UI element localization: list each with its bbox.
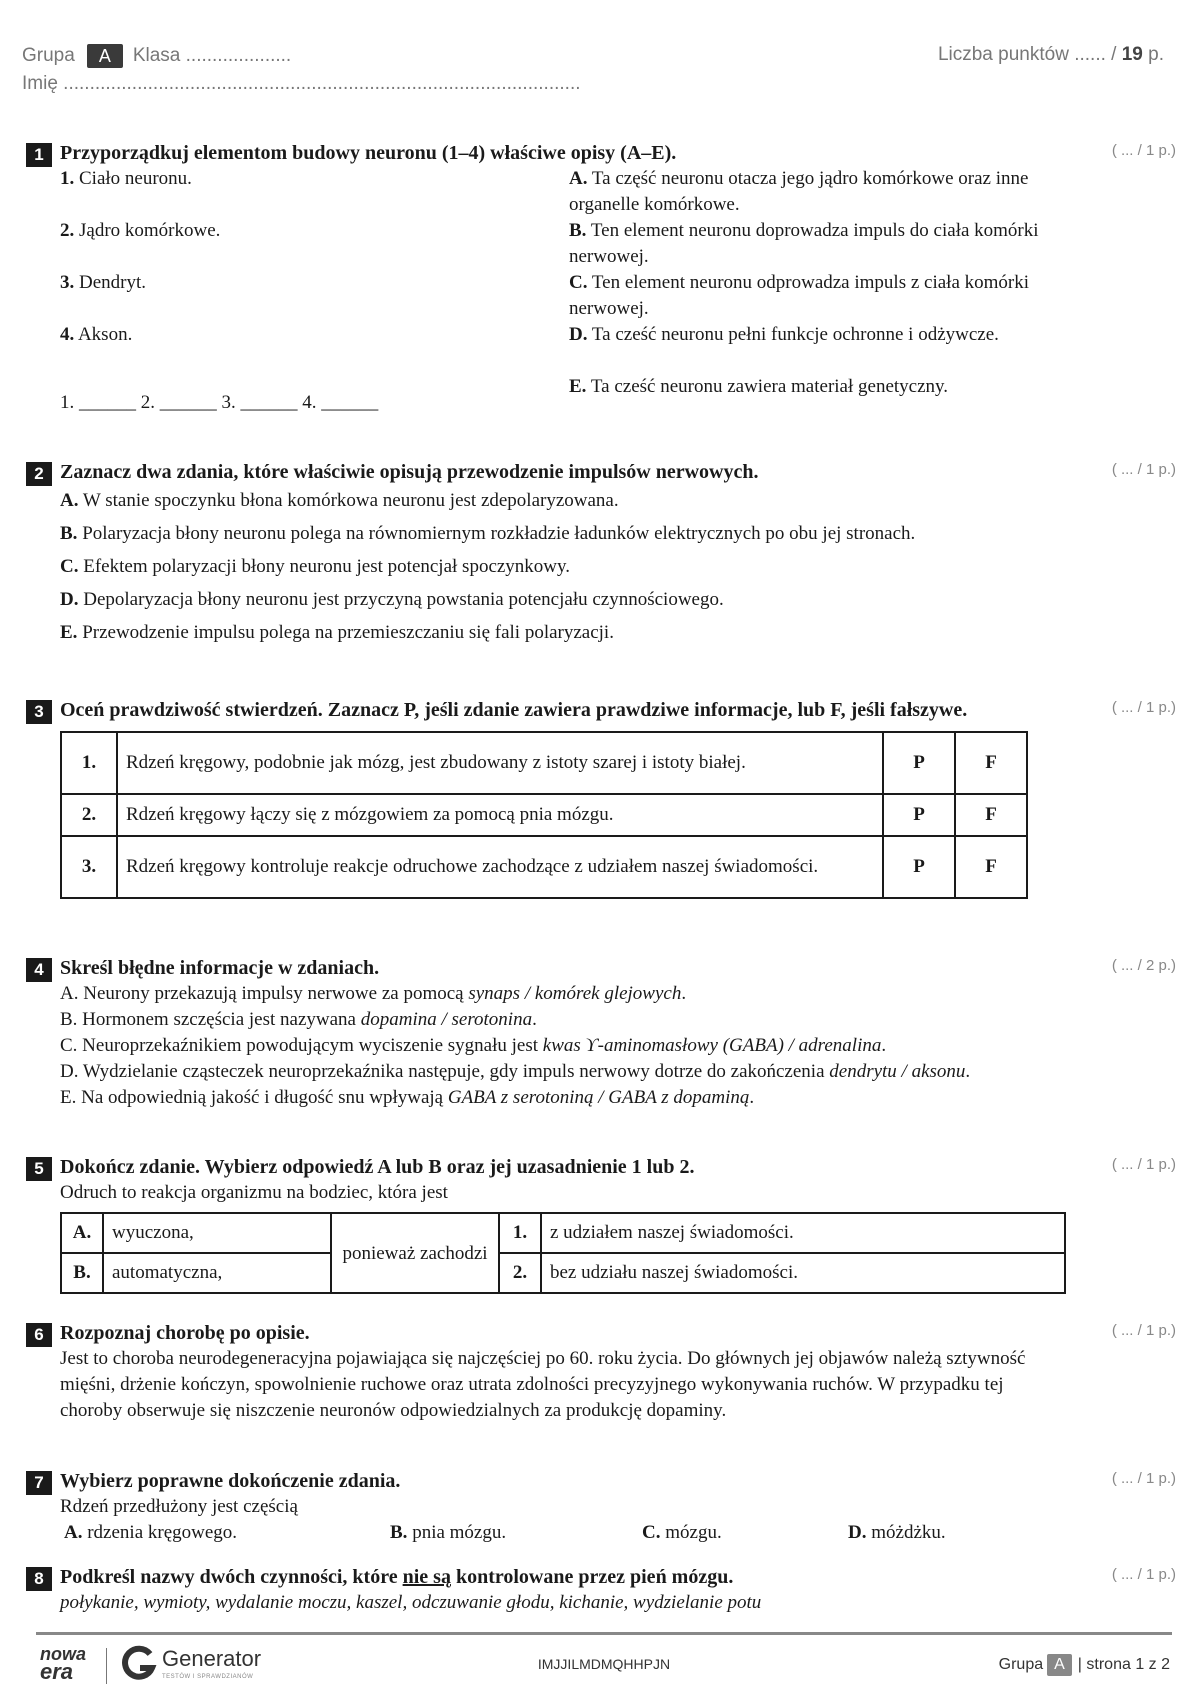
sentence-a: A. Neurony przekazują impulsy nerwowe za pomocą synaps / komórek glejowych. [60, 983, 687, 1004]
group-badge: A [87, 44, 123, 68]
description-a: A. Ta część neuronu otacza jego jądro komórkowe oraz inne organelle komórkowe. [569, 168, 1029, 215]
points-total: 19 [1121, 44, 1143, 65]
question-5 [26, 1154, 1176, 1294]
element-3: 3. Dendryt. [60, 272, 147, 293]
question-title: Oceń prawdziwość stwierdzeń. Zaznacz P, jeśli zdanie zawiera prawdziwe informacje, lub F, jeśli fałszywe. [60, 699, 968, 721]
false-cell[interactable]: F [955, 732, 1027, 794]
question-number: 3 [26, 700, 52, 724]
question-1 [26, 140, 1176, 413]
question-points: ( ... / 1 p.) [1111, 1566, 1176, 1583]
question-6 [26, 1320, 1176, 1424]
sentence-b: B. Hormonem szczęścia jest nazywana dopamina / serotonina. [60, 1009, 537, 1030]
table-row: 2. Rdzeń kręgowy łączy się z mózgowiem za pomocą pnia mózgu. P F [61, 794, 1027, 836]
option-a[interactable]: A. rdzenia kręgowego. [64, 1522, 238, 1543]
option-a[interactable]: A. W stanie spoczynku błona komórkowa neuronu jest zdepolaryzowana. [60, 490, 619, 511]
sentence-c: C. Neuroprzekaźnikiem powodującym wyciszenie sygnału jest kwas ϒ-aminomasłowy (GABA) / adrenalina. [60, 1035, 887, 1056]
question-3 [26, 697, 1176, 899]
true-cell[interactable]: P [883, 732, 955, 794]
question-title: Dokończ zdanie. Wybierz odpowiedź A lub B oraz jej uzasadnienie 1 lub 2. [60, 1156, 695, 1178]
option-c[interactable]: C. Efektem polaryzacji błony neuronu jest potencjał spoczynkowy. [60, 556, 571, 577]
reason-2[interactable]: bez udziału naszej świadomości. [541, 1253, 1065, 1293]
question-stem: Odruch to reakcja organizmu na bodziec, która jest [60, 1182, 448, 1203]
question-number: 7 [26, 1471, 52, 1495]
question-7 [26, 1468, 1176, 1546]
element-4: 4. Akson. [60, 324, 133, 345]
test-code: IMJJILMDMQHHPJN [537, 1656, 671, 1672]
question-2 [26, 459, 1176, 653]
page-info: Grupa A | strona 1 z 2 [999, 1654, 1170, 1676]
question-number: 4 [26, 958, 52, 982]
false-cell[interactable]: F [955, 836, 1027, 898]
element-1: 1. Ciało neuronu. [60, 168, 192, 189]
footer [36, 1642, 1172, 1688]
question-points: ( ... / 1 p.) [1111, 1156, 1176, 1173]
disease-description: Jest to choroba neurodegeneracyjna pojawiająca się najczęściej po 60. roku życia. Do głównych jej objawów należą sztywność mięśni, drżenie kończyn, spowolnienie ruchowe oraz utrata zdolności precyzyjnego wykonywania ruchów. W przypadku tej choroby obserwuje się niszczenie neuronów odpowiedzialnych za produkcję dopaminy. [60, 1348, 1026, 1421]
answer-line: 1. ______ 2. ______ 3. ______ 4. ______ [60, 392, 379, 413]
table-row: 1. Rdzeń kręgowy, podobnie jak mózg, jest zbudowany z istoty szarej i istoty białej. P F [61, 732, 1027, 794]
description-c: C. Ten element neuronu odprowadza impuls z ciała komórki nerwowej. [569, 272, 1030, 319]
question-4 [26, 955, 1176, 1111]
class-label: Klasa .................... [132, 45, 292, 66]
question-points: ( ... / 1 p.) [1111, 142, 1176, 159]
header [22, 42, 581, 98]
question-points: ( ... / 1 p.) [1111, 461, 1176, 478]
question-title: Przyporządkuj elementom budowy neuronu (1–4) właściwe opisy (A–E). [60, 142, 677, 164]
true-cell[interactable]: P [883, 794, 955, 836]
group-badge-footer: A [1047, 1654, 1072, 1676]
question-title: Wybierz poprawne dokończenie zdania. [60, 1470, 401, 1492]
question-points: ( ... / 1 p.) [1111, 699, 1176, 716]
connector: ponieważ zachodzi [331, 1213, 499, 1293]
sentence-d: D. Wydzielanie cząsteczek neuroprzekaźnika następuje, gdy impuls nerwowy dotrze do zakończenia dendrytu / aksonu. [60, 1061, 971, 1082]
nowa-era-logo: nowa era [40, 1644, 87, 1684]
question-number: 8 [26, 1567, 52, 1591]
option-b[interactable]: B. pnia mózgu. [390, 1522, 507, 1543]
question-number: 6 [26, 1323, 52, 1347]
option-a[interactable]: wyuczona, [103, 1213, 331, 1253]
question-8 [26, 1564, 1176, 1616]
true-false-table [60, 731, 1028, 899]
sentence-e: E. Na odpowiednią jakość i długość snu wpływają GABA z serotoniną / GABA z dopaminą. [60, 1087, 755, 1108]
option-b[interactable]: automatyczna, [103, 1253, 331, 1293]
table-row: 3. Rdzeń kręgowy kontroluje reakcje odruchowe zachodzące z udziałem naszej świadomości. P F [61, 836, 1027, 898]
description-b: B. Ten element neuronu doprowadza impuls do ciała komórki nerwowej. [569, 220, 1039, 267]
name-label: Imię .................................................................................................. [22, 73, 581, 94]
page-number: | strona 1 z 2 [1077, 1656, 1170, 1673]
footer-divider [36, 1632, 1172, 1635]
option-d[interactable]: D. Depolaryzacja błony neuronu jest przyczyną powstania potencjału czynnościowego. [60, 589, 724, 610]
question-number: 1 [26, 143, 52, 167]
activity-list[interactable]: połykanie, wymioty, wydalanie moczu, kaszel, odczuwanie głodu, kichanie, wydzielanie potu [60, 1592, 762, 1613]
question-title: Skreśl błędne informacje w zdaniach. [60, 957, 380, 979]
question-title: Rozpoznaj chorobę po opisie. [60, 1322, 310, 1344]
option-d[interactable]: D. móżdżku. [848, 1522, 946, 1543]
points-header: Liczba punktów ...... / 19 p. [937, 44, 1164, 65]
question-number: 2 [26, 462, 52, 486]
option-e[interactable]: E. Przewodzenie impulsu polega na przemieszczaniu się fali polaryzacji. [60, 622, 614, 643]
question-number: 5 [26, 1157, 52, 1181]
reason-1[interactable]: z udziałem naszej świadomości. [541, 1213, 1065, 1253]
element-2: 2. Jądro komórkowe. [60, 220, 221, 241]
true-cell[interactable]: P [883, 836, 955, 898]
question-stem: Rdzeń przedłużony jest częścią [60, 1496, 298, 1517]
option-c[interactable]: C. mózgu. [642, 1522, 722, 1543]
question-points: ( ... / 2 p.) [1111, 957, 1176, 974]
question-title: Podkreśl nazwy dwóch czynności, które nie są kontrolowane przez pień mózgu. [60, 1566, 734, 1588]
group-label: Grupa [22, 45, 75, 66]
description-d: D. Ta cześć neuronu pełni funkcje ochronne i odżywcze. [569, 324, 999, 345]
question-points: ( ... / 1 p.) [1111, 1322, 1176, 1339]
question-title: Zaznacz dwa zdania, które właściwie opisują przewodzenie impulsów nerwowych. [60, 461, 759, 483]
option-b[interactable]: B. Polaryzacja błony neuronu polega na równomiernym rozkładzie ładunków elektrycznych po obu jej stronach. [60, 523, 916, 544]
answer-table: A. wyuczona, ponieważ zachodzi 1. z udziałem naszej świadomości. B. automatyczna, 2. bez udziału naszej świadomości. [60, 1212, 1066, 1294]
description-e: E. Ta cześć neuronu zawiera materiał genetyczny. [569, 376, 949, 397]
generator-logo: Generator TESTÓW I SPRAWDZIANÓW [120, 1644, 158, 1689]
question-points: ( ... / 1 p.) [1111, 1470, 1176, 1487]
false-cell[interactable]: F [955, 794, 1027, 836]
